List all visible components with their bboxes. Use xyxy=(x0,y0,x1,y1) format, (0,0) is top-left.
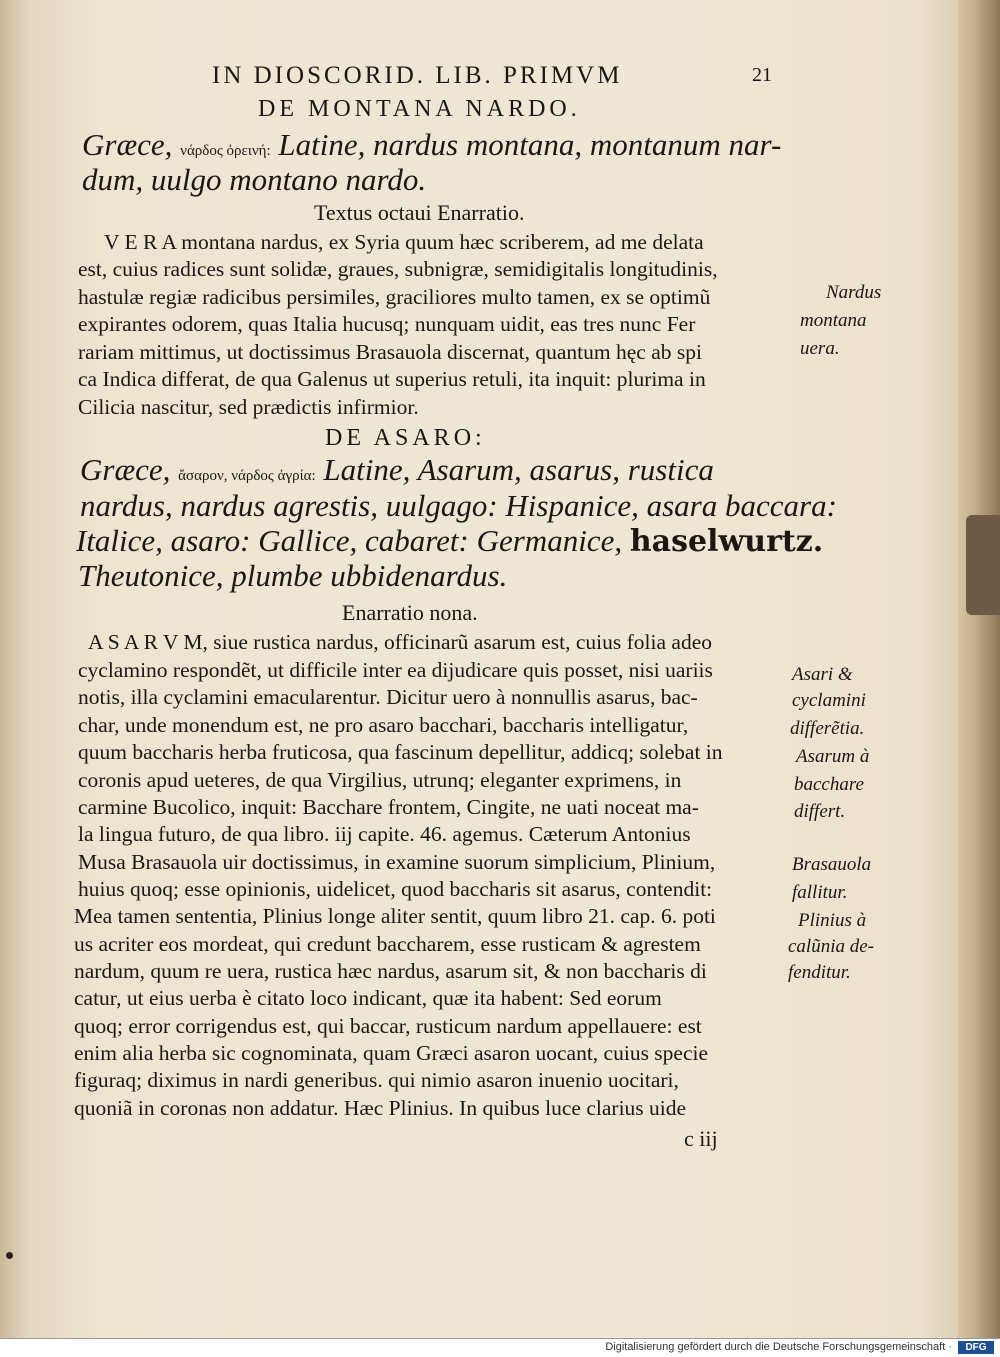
dfg-logo: DFG xyxy=(958,1341,994,1354)
text-line: hastulæ regiæ radicibus persimiles, graciliores multo tamen, ex se optimũ xyxy=(78,285,711,309)
text-line: expirantes odorem, quas Italia hucusq; nunquam uidit, eas tres nunc Fer xyxy=(78,312,696,336)
text-line: Musa Brasauola uir doctissimus, in examine suorum simplicium, Plinium, xyxy=(78,850,716,874)
margin-note: bacchare xyxy=(794,774,864,795)
margin-note: fenditur. xyxy=(788,962,851,983)
names-vernacular: Italice, asaro: Gallice, cabaret: Germanice, xyxy=(76,523,623,558)
text-line: quoq; error corrigendus est, qui baccar, rusticum nardum appellauere: est xyxy=(74,1014,702,1038)
margin-note: fallitur. xyxy=(792,882,848,903)
text-line: rariam mittimus, ut doctissimus Brasauola discernat, quantum hęc ab spi xyxy=(78,340,702,364)
text-line: V E R A montana nardus, ex Syria quum hæc scriberem, ad me delata xyxy=(104,230,704,254)
names-line-2: nardus, nardus agrestis, uulgago: Hispanice, asara baccara: xyxy=(80,488,837,523)
running-title: IN DIOSCORID. LIB. PRIMVM xyxy=(212,62,623,89)
margin-note: Brasauola xyxy=(792,854,872,875)
text-line: catur, ut eius uerba è citato loco indicant, quæ ita habent: Sed eorum xyxy=(74,986,662,1010)
greek-term: ἄσαρον, νάρδος ἀγρία: xyxy=(178,468,316,484)
text-line: char, unde monendum est, ne pro asaro bacchari, baccharis intelligatur, xyxy=(78,713,689,737)
text-line: A S A R V M, siue rustica nardus, officinarũ asarum est, cuius folia adeo xyxy=(88,630,713,654)
margin-note: calũnia de- xyxy=(788,936,875,957)
section-title-montana-nardo: DE MONTANA NARDO. xyxy=(258,96,581,122)
names-label-greek: Græce, xyxy=(80,452,171,487)
text-line: nardum, quum re uera, rustica hæc nardus, asarum sit, & non baccharis di xyxy=(74,959,707,983)
german-blackletter-term: haselwurtz. xyxy=(629,524,824,559)
names-line-4: Theutonice, plumbe ubbidenardus. xyxy=(78,558,508,593)
text-line: la lingua futuro, de qua libro. iij capite. 46. agemus. Cæterum Antonius xyxy=(78,822,691,846)
margin-note: differt. xyxy=(794,801,846,822)
footer-bar xyxy=(0,1338,1000,1357)
text-line: est, cuius radices sunt solidæ, graues, subnigræ, semidigitalis longitudinis, xyxy=(78,257,718,281)
text-line: huius quoq; esse opinionis, uidelicet, quod baccharis sit asarus, contendit: xyxy=(78,877,713,901)
text-line: carmine Bucolico, inquit: Bacchare frontem, Cingite, ne uati noceat ma- xyxy=(78,795,699,819)
text-line: Mea tamen sententia, Plinius longe aliter sentit, quum libro 21. cap. 6. poti xyxy=(74,904,716,928)
bookmark-tab xyxy=(966,515,1000,615)
margin-note: cyclamini xyxy=(792,690,866,711)
margin-note: differẽtia. xyxy=(790,718,865,739)
names-label-greek: Græce, xyxy=(82,127,173,162)
text-line: figuraq; diximus in nardi generibus. qui nimio asaron inuenio uocitari, xyxy=(74,1068,679,1092)
text-line: cyclamino respondẽt, ut difficile inter ea dijudicare quis posset, nisi uariis xyxy=(78,658,713,682)
section-title-asaro: DE ASARO: xyxy=(325,425,486,451)
names-line-1 xyxy=(80,452,714,488)
text-line: quum baccharis herba fruticosa, qua fascinum depellitur, addicq; solebat in xyxy=(78,740,723,764)
funding-credit: Digitalisierung gefördert durch die Deutsche Forschungsgemeinschaft · xyxy=(605,1341,952,1353)
margin-note: Asari & xyxy=(792,664,853,685)
names-latin: Latine, nardus montana, montanum nar- xyxy=(278,127,782,162)
text-line: quoniã in coronas non addatur. Hæc Plinius. In quibus luce clarius uide xyxy=(74,1096,687,1120)
margin-note: montana xyxy=(800,310,867,331)
names-line-1 xyxy=(82,127,781,163)
text-line: enim alia herba sic cognominata, quam Græci asaron uocant, cuius specie xyxy=(74,1041,709,1065)
text-line: coronis apud ueteres, de qua Virgilius, utrunq; eleganter exprimens, in xyxy=(78,768,682,792)
text-line: notis, illa cyclamini emacularentur. Dicitur uero à nonnullis asarus, bac- xyxy=(78,685,698,709)
names-line-3 xyxy=(76,523,823,559)
text-line: Cilicia nascitur, sed prædictis infirmior. xyxy=(78,395,419,419)
names-line-2: dum, uulgo montano nardo. xyxy=(82,162,427,197)
page-edge xyxy=(958,0,1000,1338)
text-line: ca Indica differat, de qua Galenus ut superius retuli, ita inquit: plurima in xyxy=(78,367,706,391)
text-line: us acriter eos mordeat, qui credunt baccharem, esse rusticam & agrestem xyxy=(74,932,701,956)
greek-term: νάρδος ὀρεινή: xyxy=(180,143,271,159)
subtitle-enarratio-nona: Enarratio nona. xyxy=(342,600,478,625)
subtitle-textus-octaui: Textus octaui Enarratio. xyxy=(314,200,525,225)
ink-dot xyxy=(6,1252,13,1259)
margin-note: uera. xyxy=(800,338,840,359)
signature-mark: c iij xyxy=(684,1126,718,1151)
names-latin: Latine, Asarum, asarus, rustica xyxy=(323,452,714,487)
margin-note: Nardus xyxy=(826,282,882,303)
margin-note: Asarum à xyxy=(796,746,870,767)
folio-number: 21 xyxy=(752,64,772,86)
margin-note: Plinius à xyxy=(798,910,867,931)
